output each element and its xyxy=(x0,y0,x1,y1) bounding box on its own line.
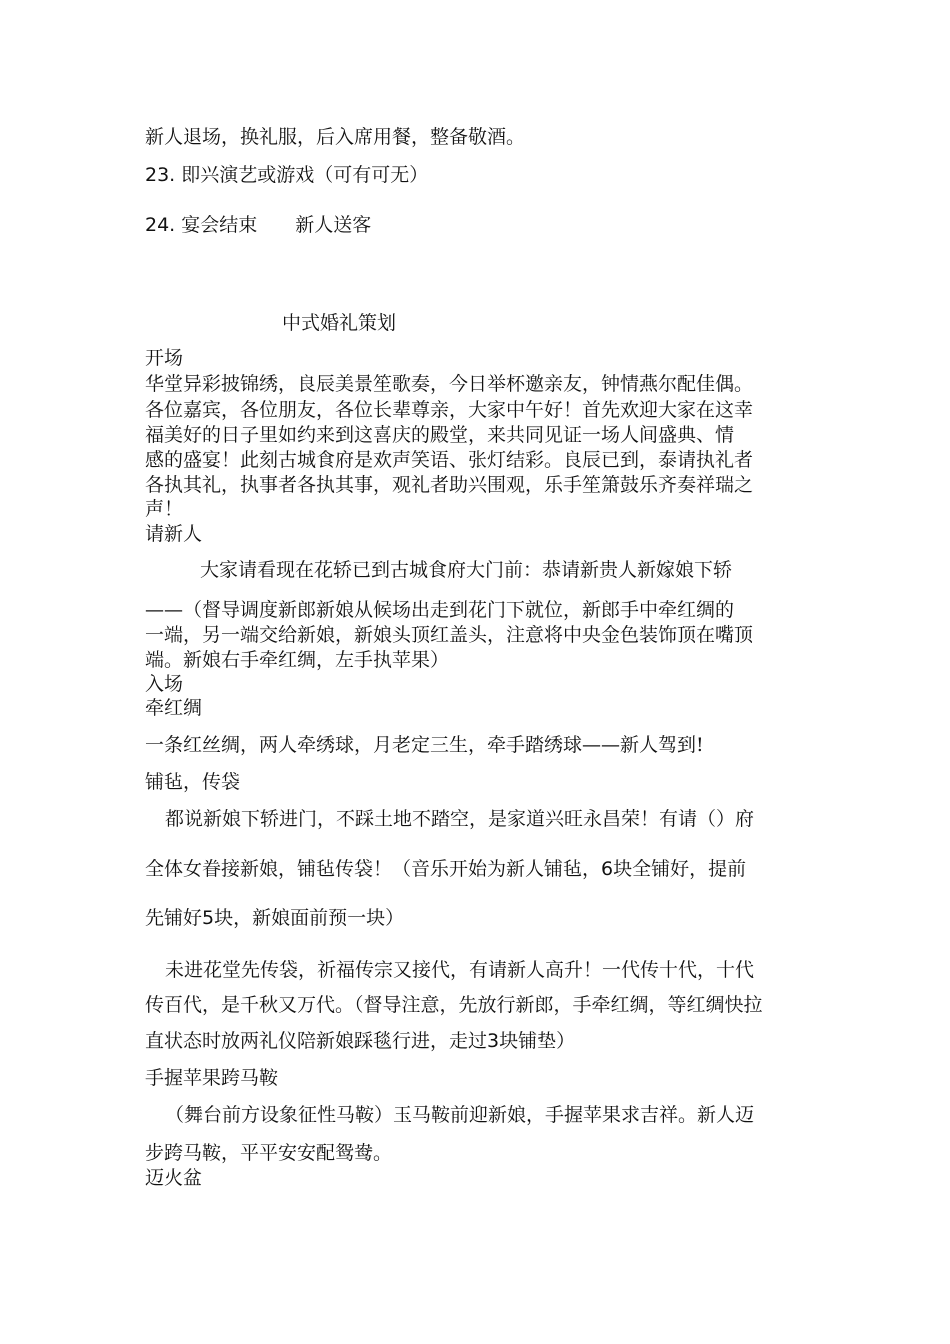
section-title: 中式婚礼策划 xyxy=(282,312,397,334)
text-line: 大家请看现在花轿已到古城食府大门前：恭请新贵人新嫁娘下轿 xyxy=(200,559,733,581)
text-line: 传百代，是千秋又万代。（督导注意，先放行新郎，手牵红绸，等红绸快拉 xyxy=(145,994,763,1016)
text-line: 福美好的日子里如约来到这喜庆的殿堂，来共同见证一场人间盛典、情 xyxy=(145,424,735,446)
text-line: 步跨马鞍，平平安安配鸳鸯。 xyxy=(145,1142,393,1164)
text-line: 感的盛宴！此刻古城食府是欢声笑语、张灯结彩。良辰已到，泰请执礼者 xyxy=(145,449,754,471)
text-line: ——（督导调度新郎新娘从候场出走到花门下就位，新郎手中牵红绸的 xyxy=(145,599,735,621)
list-item-23: 23. 即兴演艺或游戏（可有可无） xyxy=(145,164,429,186)
text-line: 未进花堂先传袋，祈福传宗又接代，有请新人高升！一代传十代，十代 xyxy=(165,959,755,981)
text-line: 一端，另一端交给新娘，新娘头顶红盖头，注意将中央金色装饰顶在嘴顶 xyxy=(145,624,754,646)
text-line: 华堂异彩披锦绣，良辰美景笙歌奏，今日举杯邀亲友，钟情燕尔配佳偶。 xyxy=(145,373,754,395)
text-line: 先铺好5块，新娘面前预一块） xyxy=(145,907,405,929)
heading-saddle: 手握苹果跨马鞍 xyxy=(145,1067,279,1089)
heading-red-silk: 牵红绸 xyxy=(145,697,203,719)
text-line: （舞台前方设象征性马鞍）玉马鞍前迎新娘，手握苹果求吉祥。新人迈 xyxy=(165,1104,755,1126)
text-line: 新人退场，换礼服，后入席用餐，整备敬酒。 xyxy=(145,126,526,148)
text-line: 一条红丝绸，两人牵绣球，月老定三生，牵手踏绣球——新人驾到! xyxy=(145,734,704,756)
heading-invite: 请新人 xyxy=(145,523,203,545)
text-line: 都说新娘下轿进门，不踩土地不踏空，是家道兴旺永昌荣！有请（）府 xyxy=(165,808,755,830)
list-item-24: 24. 宴会结束 新人送客 xyxy=(145,214,372,236)
text-line: 声！ xyxy=(145,498,184,520)
heading-opening: 开场 xyxy=(145,347,184,369)
text-line: 各位嘉宾，各位朋友，各位长辈尊亲，大家中午好！首先欢迎大家在这幸 xyxy=(145,399,754,421)
text-line: 全体女眷接新娘，铺毡传袋！（音乐开始为新人铺毡，6块全铺好，提前 xyxy=(145,858,747,880)
text-line: 各执其礼，执事者各执其事，观礼者助兴围观，乐手笙箫鼓乐齐奏祥瑞之 xyxy=(145,474,754,496)
heading-fire-basin: 迈火盆 xyxy=(145,1167,203,1189)
heading-carpet: 铺毡，传袋 xyxy=(145,771,241,793)
text-line: 端。新娘右手牵红绸，左手执苹果） xyxy=(145,649,450,671)
heading-enter: 入场 xyxy=(145,673,184,695)
text-line: 直状态时放两礼仪陪新娘踩毯行进，走过3块铺垫） xyxy=(145,1030,576,1052)
